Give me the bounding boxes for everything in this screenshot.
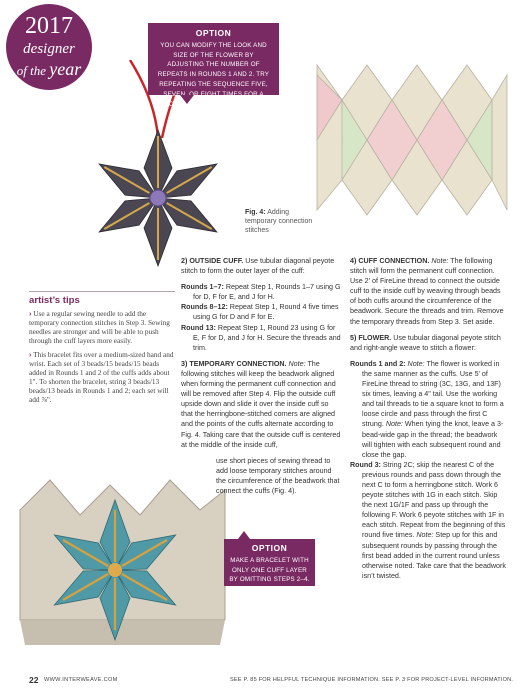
badge-line1: designer xyxy=(23,41,75,57)
callout-title: OPTION xyxy=(195,28,232,38)
tip-item: › Use a regular sewing needle to add the temporary connection stitches in Step 3. Sewing needles are stronger and will be able to push through the cuff layers more easily. xyxy=(29,309,170,345)
option-callout-top xyxy=(148,23,279,118)
step-temporary-connection-cont: use short pieces of sewing thread to add loose temporary stitches around the circumference of the beadwork that connect the cuffs (Fig. 4). xyxy=(216,456,340,495)
footer-references: SEE P. 85 FOR HELPFUL TECHNIQUE INFORMATION. SEE P. 3 FOR PROJECT-LEVEL INFORMATION. xyxy=(230,677,514,683)
option-callout-bottom xyxy=(224,539,315,586)
page-number: 22 xyxy=(29,675,39,685)
round-item: Rounds 1–7: Repeat Step 1, Rounds 1–7 using G for D, F for E, and J for H. xyxy=(181,283,341,302)
round-item: Round 3: String 2C; skip the nearest C of the previous rounds and pass down through the next C to form a herringbone stitch. Work 6 peyote stitches with 1G in each stitch. Skip the next 1G/1F and pass up through the following F. Work 6 peyote stitches with 1F in each stitch. Repeat from the beginning of this round five times. Note: Step up for this and subsequent rounds by passing through the first bead added in the current round unless otherwise noted. Take care that the beadwork isn’t twisted. xyxy=(350,460,506,580)
callout-text: MAKE A BRACELET WITH ONLY ONE CUFF LAYER BY OMITTING STEPS 2–4. xyxy=(229,556,310,584)
round-item: Round 13: Repeat Step 1, Round 23 using G for E, F for D, and J for H. Secure the threads and trim. xyxy=(181,323,341,352)
cuff-bracelet-figure xyxy=(312,60,512,220)
badge-line2: of the year xyxy=(16,59,82,79)
badge-year: 2017 xyxy=(25,13,73,39)
instructions-left-column: 2) OUTSIDE CUFF. Use tubular diagonal peyote stitch to form the outer layer of the cuff: Rounds 1–7: Repeat Step 1, Rounds 1–7 using G for D, F for E, and J for H. Rounds 8–12: Repeat Step 1, Round 4 five times using G for D and F for E. Round 13: Repeat Step 1, Round 23 using G for E, F for D, and J for H. Secure the threads and trim. 3) TEMPORARY CONNECTION. Note: The following stitches will keep the beadwork aligned when forming the permanent cuff connection and will be removed after Step 4. Flip the outside cuff upside down and slide it over the inside cuff so that the herringbone-stitched corners are aligned and the points of the cuffs alternate according to Fig. 4. Taking care that the outside cuff is centered at the middle of the inside cuff, use short pieces of sewing thread to add loose temporary stitches around the circumference of the beadwork that connect the cuffs (Fig. 4). xyxy=(181,257,341,495)
callout-title: OPTION xyxy=(251,543,288,553)
callout-text: YOU CAN MODIFY THE LOOK AND SIZE OF THE FLOWER BY ADJUSTING THE NUMBER OF REPEATS IN ROUNDS 1 AND 2. TRY REPEATING THE SEQUENCE FIVE, SEVEN, OR EIGHT TIMES FOR A FLOWER WITH FEWER OR MORE PETALS. xyxy=(157,41,270,118)
tip-item: › This bracelet fits over a medium-sized hand and wrist. Each set of 3 beads/15 beads/15 beads added in Rounds 1 and 2 of the cuffs adds about 1". To shorten the bracelet, string 3 beads/13 beads/13 beads in Rounds 1 and 2; each set will add ⅞". xyxy=(29,350,174,404)
page-footer xyxy=(0,674,517,688)
artist-tips-sidebar xyxy=(29,291,175,409)
figure-caption: Fig. 4: Adding temporary connection stitches xyxy=(245,209,313,234)
round-item: Rounds 8–12: Repeat Step 1, Round 4 five times using G for D and F for E. xyxy=(181,303,339,322)
instructions-right-column: 4) CUFF CONNECTION. Note: The following stitch will form the permanent cuff connection. Use 2' of FireLine thread to connect the outside cuff to the inside cuff by weaving through beads of both cuffs around the circumference of the beadwork. Secure the threads and trim. Remove the temporary threads from Step 3. Set aside. 5) FLOWER. Use tubular diagonal peyote stitch and right-angle weave to stitch a flower: Rounds 1 and 2: Note: The flower is worked in the same manner as the cuffs. Use 5' of FireLine thread to string (3C, 13G, and 13F) six times, leaving a 4" tail. Use the working and tail threads to tie a square knot to form a loose circle and pass through the first C strung. Note: When tying the knot, leave a 3-bead-wide gap in the thread; the beadwork will tighten with each subsequent round and close the gap. Round 3: String 2C; skip the nearest C of the previous rounds and pass down through the next C to form a herringbone stitch. Work 6 peyote stitches with 1G in each stitch. Skip the next 1G/1F and pass up through the following F. Work 6 peyote stitches with 1F in each stitch. Repeat from the beginning of this round five times. Note: Step up for this and subsequent rounds by passing through the first bead added in the current round unless otherwise noted. Take care that the beadwork isn’t twisted. xyxy=(350,250,508,581)
round-item: Rounds 1 and 2: Note: The flower is worked in the same manner as the cuffs. Use 5' of FireLine thread to string (3C, 13G, and 13F) six times, leaving a 4" tail. Use the working and tail threads to tie a square knot to form a loose circle and pass through the first C strung. Note: When tying the knot, leave a 3-bead-wide gap in the thread; the beadwork will tighten with each subsequent round and close the gap. xyxy=(350,359,504,459)
website-link[interactable]: WWW.INTERWEAVE.COM xyxy=(44,677,118,683)
sidebar-title: artist’s tips xyxy=(29,295,80,306)
